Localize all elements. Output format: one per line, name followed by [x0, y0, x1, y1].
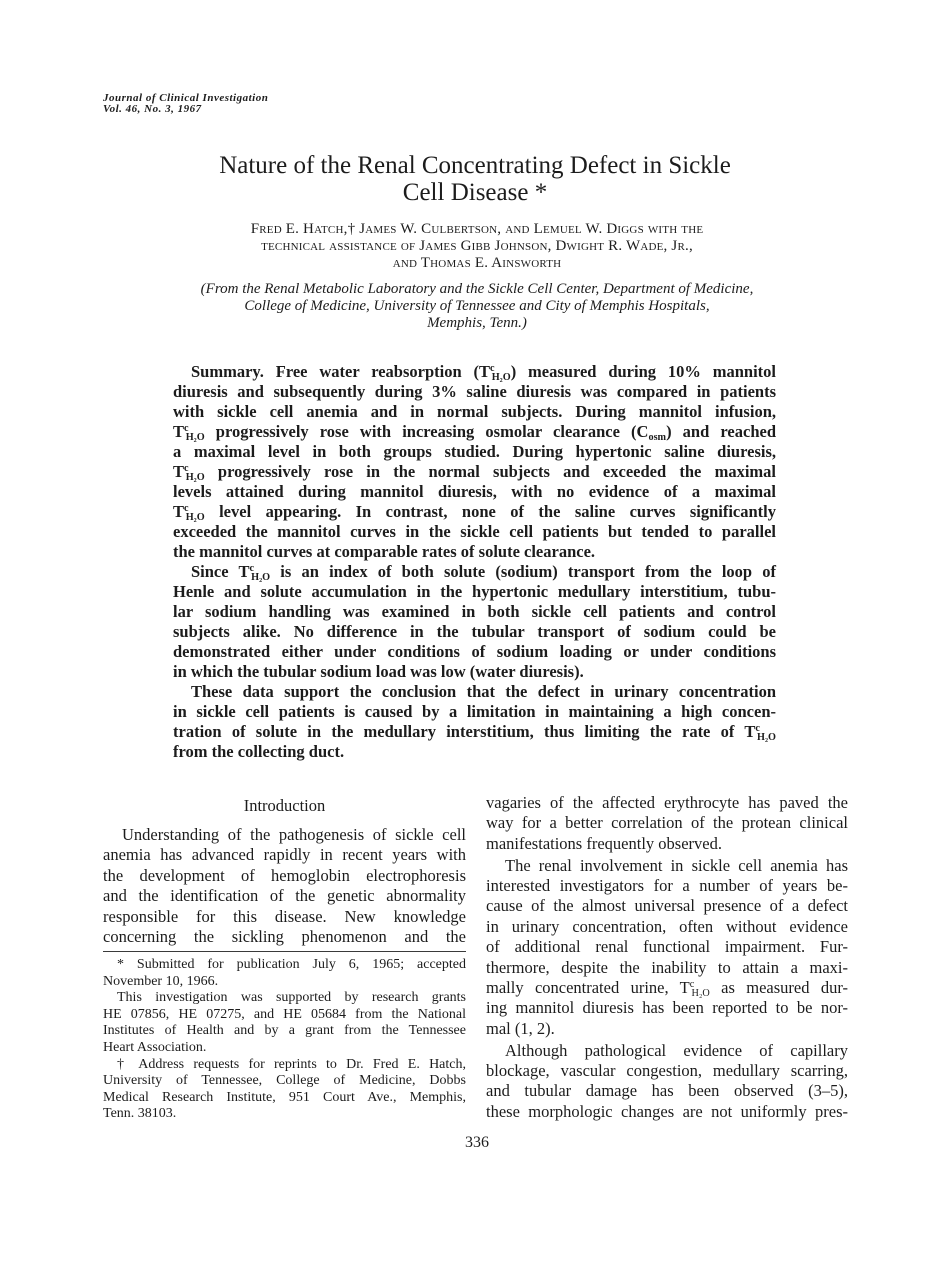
paragraph	[486, 793, 848, 854]
affiliation-line: (From the Renal Metabolic Laboratory and the Sickle Cell Center, Department of Medicine,	[200, 281, 754, 297]
paragraph	[103, 825, 466, 947]
text-run: ) and reached	[666, 422, 776, 441]
text-line	[173, 442, 776, 462]
text-run: thermore, despite the inability to attain a maxi-	[486, 957, 848, 977]
symbol-superscript: c	[689, 979, 695, 991]
text-run: Henle and solute accumulation in the hypertonic medullary interstitium, tubu-	[173, 582, 776, 601]
symbol-subscript: H₂O	[251, 572, 271, 584]
free-water-symbol	[679, 978, 710, 1000]
text-run: vagaries of the affected erythrocyte has paved the	[486, 793, 848, 812]
text-run: Heart Association.	[103, 1039, 207, 1055]
symbol-base: T	[744, 722, 756, 741]
free-water-symbol	[173, 502, 205, 524]
text-line	[173, 502, 776, 522]
text-line	[103, 825, 466, 845]
text-run: with sickle cell anemia and in normal subjects. During mannitol infusion,	[173, 402, 776, 421]
text-line	[173, 462, 776, 482]
text-line	[486, 896, 848, 916]
text-line	[173, 682, 776, 702]
text-line	[173, 622, 776, 642]
text-run: † Address requests for reprints to Dr. Fred E. Hatch,	[117, 1056, 466, 1072]
text-run: exceeded the mannitol curves in the sickle cell patients but tended to parallel	[173, 522, 776, 541]
text-line	[103, 957, 466, 974]
symbol-subscript: H₂O	[185, 472, 205, 484]
text-run: demonstrated either under conditions of sodium loading or under conditions	[173, 642, 776, 661]
text-run: the mannitol curves at comparable rates of solute clearance.	[173, 542, 596, 561]
text-run: Summary. Free water reabsorption (	[191, 362, 480, 381]
text-line	[486, 1019, 848, 1039]
text-run: tration of solute in the medullary interstitium, thus limiting the rate of	[173, 722, 745, 741]
text-run: Since	[191, 562, 239, 581]
summary-abstract	[173, 362, 776, 762]
text-run: way for a better correlation of the protean clinical	[486, 813, 848, 833]
text-line	[103, 1040, 466, 1057]
symbol-base: C	[636, 422, 649, 441]
text-run: levels attained during mannitol diuresis, with no evidence of a maximal	[173, 482, 776, 501]
symbol-superscript: c	[184, 463, 189, 475]
paragraph	[486, 856, 848, 1040]
text-run: a maximal level in both groups studied. During hypertonic saline diuresis,	[173, 442, 776, 461]
symbol-base: T	[173, 502, 185, 521]
text-line	[103, 886, 466, 906]
text-line	[103, 866, 466, 886]
text-line	[103, 1007, 466, 1024]
text-line	[486, 1102, 848, 1122]
paragraph	[486, 1041, 848, 1123]
author-line: and Thomas E. Ainsworth	[392, 255, 562, 271]
text-run: lar sodium handling was examined in both sickle cell patients and control	[173, 602, 776, 621]
symbol-base: T	[173, 462, 185, 481]
symbol-superscript: c	[249, 563, 255, 575]
text-line	[173, 482, 776, 502]
text-line	[103, 907, 466, 927]
text-run: cause of the almost universal presence of a defect	[486, 896, 848, 916]
symbol-superscript: c	[490, 363, 495, 375]
text-line	[103, 974, 466, 991]
text-run: November 10, 1966.	[103, 973, 219, 989]
text-line	[103, 990, 466, 1007]
text-run: mal (1, 2).	[486, 1018, 555, 1038]
symbol-subscript: H₂O	[185, 512, 205, 524]
text-run: Although pathological evidence of capillary	[505, 1040, 848, 1060]
symbol-base: T	[479, 362, 491, 381]
text-run: ing mannitol diuresis has been reported to be nor-	[486, 998, 848, 1018]
text-run: concerning the sickling phenomenon and the	[103, 926, 466, 946]
text-run: HE 07856, HE 07275, and HE 05684 from the National	[103, 1006, 466, 1022]
title-line: Nature of the Renal Concentrating Defect in Sickle	[219, 152, 731, 179]
text-line	[173, 642, 776, 662]
author-line: Fred E. Hatch,† James W. Culbertson, and Lemuel W. Diggs with the	[250, 221, 704, 237]
text-run: manifestations frequently observed.	[486, 833, 722, 853]
symbol-subscript: H₂O	[491, 372, 511, 384]
text-line	[173, 702, 776, 722]
text-run: diuresis and subsequently during 3% saline diuresis was compared in patients	[173, 382, 776, 401]
journal-header	[103, 93, 268, 114]
text-run: These data support the conclusion that the defect in urinary concentration	[191, 682, 776, 701]
free-water-symbol	[173, 462, 205, 484]
text-line	[486, 1081, 848, 1101]
text-run: Institutes of Health and by a grant from the Tennessee	[103, 1023, 466, 1039]
text-run: The renal involvement in sickle cell anemia has	[505, 855, 848, 875]
text-run: responsible for this disease. New knowledge	[103, 906, 466, 926]
text-line	[486, 1041, 848, 1061]
text-line	[173, 562, 776, 582]
free-water-symbol	[238, 562, 271, 584]
text-line	[173, 382, 776, 402]
text-line	[173, 742, 776, 762]
text-line	[173, 722, 776, 742]
text-line	[486, 917, 848, 937]
text-line	[486, 978, 848, 998]
text-run: This investigation was supported by research grants	[117, 990, 466, 1006]
footnotes	[103, 957, 466, 1123]
text-line	[103, 1090, 466, 1107]
text-line	[486, 813, 848, 833]
text-line	[486, 876, 848, 896]
text-run: progressively rose with increasing osmolar clearance (	[204, 422, 637, 441]
text-run: in sickle cell patients is caused by a limitation in maintaining a high concen-	[173, 702, 776, 721]
symbol-base: T	[173, 422, 185, 441]
author-list	[102, 221, 852, 272]
symbol-subscript: H₂O	[185, 432, 205, 444]
paragraph	[103, 1057, 466, 1123]
text-line	[103, 1023, 466, 1040]
title-line: Cell Disease *	[402, 179, 548, 206]
paragraph	[103, 990, 466, 1056]
text-line	[486, 998, 848, 1018]
text-run: level appearing. In contrast, none of the saline curves significantly	[204, 502, 776, 521]
free-water-symbol	[479, 362, 511, 384]
text-run: of additional renal functional impairment. Fur-	[486, 937, 848, 957]
text-run: these morphologic changes are not uniformly pres-	[486, 1101, 848, 1121]
author-line: technical assistance of James Gibb Johnson, Dwight R. Wade, Jr.,	[261, 238, 693, 254]
text-run: mally concentrated urine,	[486, 978, 680, 998]
text-line	[103, 1106, 466, 1123]
symbol-base: T	[679, 978, 690, 998]
affiliation	[102, 281, 852, 332]
paragraph	[173, 362, 776, 562]
text-run: and the identification of the genetic abnormality	[103, 886, 466, 906]
affiliation-line: College of Medicine, University of Tennessee and City of Memphis Hospitals,	[244, 298, 710, 314]
text-line	[486, 1061, 848, 1081]
text-run: interested investigators for a number of years be-	[486, 876, 848, 896]
text-run: ) measured during 10% mannitol	[510, 362, 776, 381]
text-run: anemia has advanced rapidly in recent years with	[103, 845, 466, 865]
text-run: Medical Research Institute, 951 Court Ave., Memphis,	[103, 1089, 466, 1105]
text-run: progressively rose in the normal subjects and exceeded the maximal	[204, 462, 776, 481]
symbol-subscript: H₂O	[757, 732, 776, 744]
text-line	[103, 927, 466, 947]
text-run: as measured dur-	[709, 978, 848, 998]
text-line	[173, 402, 776, 422]
affiliation-line: Memphis, Tenn.)	[427, 315, 527, 331]
section-heading-introduction: Introduction	[243, 796, 326, 815]
symbol-subscript: osm	[648, 432, 667, 444]
text-line	[103, 1057, 466, 1074]
text-line	[103, 1073, 466, 1090]
text-run: Tenn. 38103.	[103, 1106, 177, 1122]
text-line	[173, 362, 776, 382]
text-run: University of Tennessee, College of Medicine, Dobbs	[103, 1073, 466, 1089]
symbol-superscript: c	[184, 423, 189, 435]
free-water-symbol	[744, 722, 776, 744]
text-run: * Submitted for publication July 6, 1965; accepted	[117, 957, 466, 972]
text-run: subjects alike. No difference in the tubular transport of sodium could be	[173, 622, 776, 641]
text-run: in which the tubular sodium load was low (water diuresis).	[173, 662, 584, 681]
text-run: the development of hemoglobin electrophoresis	[103, 865, 466, 885]
text-line	[173, 582, 776, 602]
text-line	[486, 793, 848, 813]
footnote-divider	[103, 951, 466, 952]
article-title	[100, 152, 850, 206]
text-line	[486, 958, 848, 978]
text-run: and tubular damage has been observed (3–5),	[486, 1081, 848, 1101]
text-line	[173, 542, 776, 562]
osmolar-clearance-symbol	[636, 422, 667, 444]
journal-name: Journal of Clinical Investigation	[103, 92, 269, 104]
text-run: from the collecting duct.	[173, 742, 345, 761]
text-line	[486, 834, 848, 854]
symbol-base: T	[238, 562, 250, 581]
text-run: blockage, vascular congestion, medullary scarring,	[486, 1061, 848, 1081]
text-line	[173, 422, 776, 442]
text-run: is an index of both solute (sodium) transport from the loop of	[270, 562, 776, 581]
journal-volume: Vol. 46, No. 3, 1967	[103, 102, 202, 115]
right-column-body	[486, 793, 848, 1122]
page-number: 336	[465, 1134, 489, 1151]
text-line	[173, 662, 776, 682]
text-line	[173, 602, 776, 622]
symbol-superscript: c	[755, 723, 760, 735]
paragraph	[173, 562, 776, 682]
left-column-body	[103, 825, 466, 947]
symbol-superscript: c	[184, 503, 189, 515]
text-line	[103, 845, 466, 865]
symbol-subscript: H₂O	[691, 988, 710, 1000]
text-run: Understanding of the pathogenesis of sickle cell	[122, 825, 466, 844]
text-line	[173, 522, 776, 542]
paragraph	[173, 682, 776, 762]
free-water-symbol	[173, 422, 205, 444]
text-line	[486, 937, 848, 957]
text-line	[486, 856, 848, 876]
paragraph	[103, 957, 466, 990]
text-run: in urinary concentration, often without evidence	[486, 916, 848, 936]
